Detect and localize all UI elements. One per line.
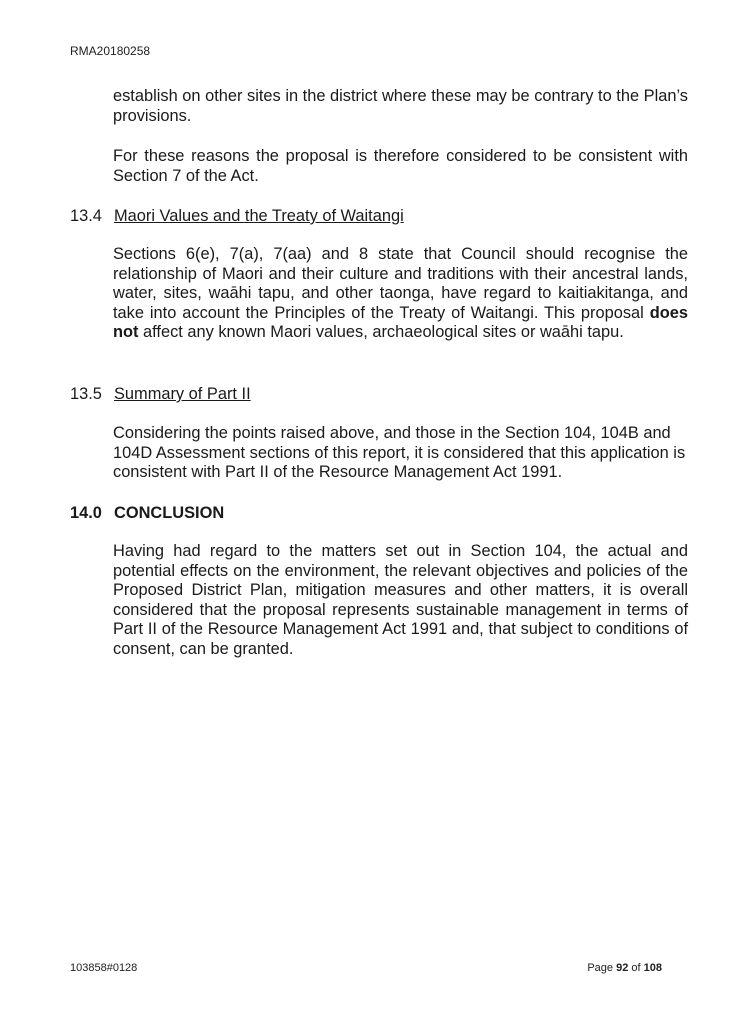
page-current: 92	[616, 962, 629, 974]
text-run-bold: does not	[113, 303, 688, 342]
paragraph-section7: For these reasons the proposal is therefore considered to be consistent with Section 7 of the Act.	[113, 147, 688, 185]
section-14-0-heading	[70, 503, 224, 523]
text-run: affect any known Maori values, archaeological sites or waāhi tapu.	[138, 323, 624, 342]
paragraph-conclusion: Having had regard to the matters set out in Section 104, the actual and potential effects on the environment, the relevant objectives and policies of the Proposed District Plan, mitigation measures and other matters, it is overall considered that the proposal represents sustainable management in terms of Part II of the Resource Management Act 1991 and, that subject to conditions of consent, can be granted.	[113, 542, 688, 658]
paragraph-summary-part2: Considering the points raised above, and those in the Section 104, 104B and 104D Assessment sections of this report, it is considered that this application is consistent with Part II of the Resource Management Act 1991.	[113, 424, 686, 482]
section-title: CONCLUSION	[114, 504, 225, 522]
section-13-4-heading	[70, 206, 404, 226]
text-run: Sections 6(e), 7(a), 7(aa) and 8 state that Council should recognise the relationship of Maori and their culture and traditions with their ancestral lands, water, sites, waāhi tapu, and other taonga, have regard to kaitiakitanga, and take into account the Principles of the Treaty of Waitangi. This proposal	[113, 245, 688, 322]
header-reference: RMA20180258	[70, 44, 151, 58]
section-title: Summary of Part II	[114, 385, 251, 403]
footer-page-number	[587, 962, 662, 974]
section-number: 13.5	[70, 385, 102, 403]
page-word: Page	[587, 962, 614, 974]
section-number: 14.0	[70, 504, 102, 522]
page-of: of	[631, 962, 641, 974]
page-total: 108	[643, 962, 662, 974]
paragraph-continuation: establish on other sites in the district where these may be contrary to the Plan’s provisions.	[113, 87, 688, 125]
section-title: Maori Values and the Treaty of Waitangi	[114, 207, 404, 225]
section-13-5-heading	[70, 384, 251, 404]
section-number: 13.4	[70, 207, 102, 225]
paragraph-maori-values	[113, 245, 688, 343]
footer-doc-id: 103858#0128	[70, 962, 138, 974]
